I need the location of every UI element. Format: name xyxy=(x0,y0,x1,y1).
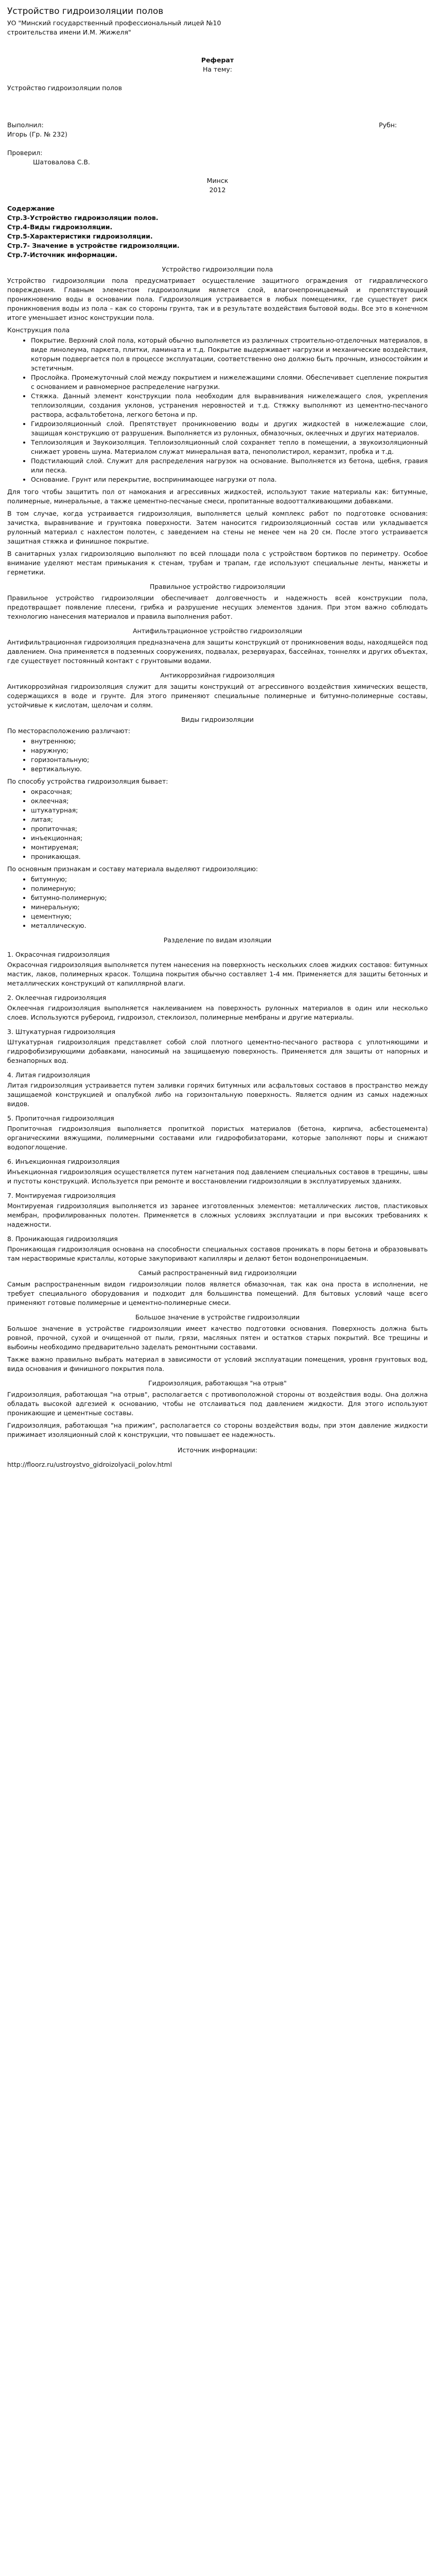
list-item: • окрасочная; xyxy=(31,787,428,796)
list-item: • проникающая. xyxy=(31,852,428,861)
paragraph: Гидроизоляция, работающая "на прижим", располагается со стороны воздействия воды, при этом давление жидкости прижимает изоляционный слой к конструкции, что повышает ее надежность. xyxy=(7,1421,428,1438)
paragraph: Штукатурная гидроизоляция представляет собой слой плотного цементно-песчаного раствора с уплотняющими и гидрофобизирующими добавками, наносимый на защищаемую поверхность. Применяется для защиты от напорных и безнапорных вод. xyxy=(7,1038,428,1064)
city: Минск xyxy=(206,177,229,184)
list-item: • инъекционная; xyxy=(31,834,428,843)
list-item: • Подстилающий слой. Служит для распределения нагрузок на основание. Выполняется из бетона, щебня, гравия или песка. xyxy=(31,456,428,475)
list-item: • наружную; xyxy=(31,746,428,755)
method-list xyxy=(7,787,428,861)
paragraph: Антикоррозийная гидроизоляция служит для защиты конструкций от агрессивного воздействия химических веществ, содержащихся в воде и грунте. Для этого применяют специальные полимерные и битумно-полимерные составы, устойчивые к кислотам, щелочам и солям. xyxy=(7,683,428,709)
list-label: По основным признакам и составу материала выделяют гидроизоляцию: xyxy=(7,865,258,873)
paragraph: Антифильтрационная гидроизоляция предназначена для защиты конструкций от проникновения воды, находящейся под давлением. Она применяется в подземных сооружениях, подвалах, резервуарах, бассейнах, тоннелях и других объектах, где существует постоянный контакт с грунтовыми водами. xyxy=(7,638,428,665)
list-item: • монтируемая; xyxy=(31,843,428,852)
list-item: • Покрытие. Верхний слой пола, который обычно выполняется из различных строительно-отделочных материалов, в виде линолеума, паркета, плитки, ламината и т.д. Покрытие выдерживает нагрузки и механические воздействия, которым подвергается пол в процессе эксплуатации, соответственно оно должно быть прочным, износостойким и эстетичным. xyxy=(31,336,428,373)
source-title: Источник информации: xyxy=(178,1446,257,1454)
list-item: • Стяжка. Данный элемент конструкции пола необходим для выравнивания нижележащего слоя, укрепления теплоизоляции, создания уклонов, устранения неровностей и т.д. Стяжку выполняют из цементно-песчаного раствора, асфальтобетона, легкого бетона и пр. xyxy=(31,392,428,419)
numbered-heading: 5. Пропиточная гидроизоляция xyxy=(7,1114,114,1122)
performed-label: Выполнил: xyxy=(7,121,44,129)
checked-label: Проверил: xyxy=(7,149,43,157)
list-item: • оклеечная; xyxy=(31,796,428,806)
contents-item: Стр.5-Характеристики гидроизоляции. xyxy=(7,232,153,240)
paragraph: Также важно правильно выбрать материал в зависимости от условий эксплуатации помещения, уровня грунтовых вод, вида основания и финишного покрытия пола. xyxy=(7,1355,428,1372)
paragraph: В том случае, когда устраивается гидроизоляция, выполняется целый комплекс работ по подготовке основания: зачистка, выравнивание и грунтовка поверхности. Затем наносится гидроизоляционный состав или укладывается рулонный материал с нахлестом полотен, с заведением на стены не менее чем на 20 см. После этого устраивается защитная стяжка и финишное покрытие. xyxy=(7,510,428,545)
topic-label: На тему: xyxy=(202,65,233,73)
material-list xyxy=(7,875,428,930)
section-title: Правильное устройство гидроизоляции xyxy=(149,583,286,590)
section-title: Гидроизоляция, работающая "на отрыв" xyxy=(148,1379,287,1387)
list-item: • внутреннюю; xyxy=(31,737,428,746)
list-item: • пропиточная; xyxy=(31,824,428,834)
list-label: По способу устройства гидроизоляция бывает: xyxy=(7,777,168,785)
paragraph: Пропиточная гидроизоляция выполняется пропиткой пористых материалов (бетона, кирпича, асбестоцемента) органическими вяжущими, полимерными составами или гидрофобизаторами, которые заполняют поры и снижают водопоглощение. xyxy=(7,1125,428,1151)
referat-heading: Реферат xyxy=(201,56,234,64)
source-link[interactable]: http://floorz.ru/ustroystvo_gidroizolyacii_polov.html xyxy=(7,1461,172,1468)
list-item: • горизонтальную; xyxy=(31,755,428,765)
paragraph: Гидроизоляция, работающая "на отрыв", располагается с противоположной стороны от воздействия воды. Она должна обладать высокой адгезией к основанию, чтобы не отслаиваться под давлением жидкости. Для этого используют проникающие и цементные составы. xyxy=(7,1391,428,1417)
contents-item: Стр.7- Значение в устройстве гидроизоляции. xyxy=(7,242,180,249)
page-title: Устройство гидроизоляции полов xyxy=(7,6,164,16)
list-label: Конструкция пола xyxy=(7,326,70,334)
structure-list xyxy=(7,336,428,484)
paragraph: Монтируемая гидроизоляция выполняется из заранее изготовленных элементов: металлических листов, пластиковых мембран, профилированных полотен. Применяется в сложных условиях эксплуатации и при высоких требованиях к надежности. xyxy=(7,1202,428,1228)
topic-text: Устройство гидроизоляции полов xyxy=(7,84,123,92)
paragraph: Самым распространенным видом гидроизоляции полов является обмазочная, так как она проста в исполнении, не требует специального оборудования и подходит для большинства помещений. Для бытовых условий чаще всего применяют готовые полимерные и цементно-полимерные смеси. xyxy=(7,1280,428,1307)
list-item: • Прослойка. Промежуточный слой между покрытием и нижележащими слоями. Обеспечивает сцепление покрытия с основанием и равномерное распределение нагрузки. xyxy=(31,373,428,392)
numbered-heading: 6. Инъекционная гидроизоляция xyxy=(7,1158,120,1165)
list-label: По месторасположению различают: xyxy=(7,727,131,735)
list-item: • минеральную; xyxy=(31,903,428,912)
organization-line-2: строительства имени И.М. Жижеля" xyxy=(7,28,131,36)
section-title: Антикоррозийная гидроизоляция xyxy=(160,671,275,679)
list-item: • Основание. Грунт или перекрытие, воспринимающее нагрузки от пола. xyxy=(31,475,428,484)
list-item: • вертикальную. xyxy=(31,765,428,774)
list-item: • битумно-полимерную; xyxy=(31,893,428,903)
list-item: • Теплоизоляция и Звукоизоляция. Теплоизоляционный слой сохраняет тепло в помещении, а звукоизоляционный снижает уровень шума. Материалом служат минеральная вата, пенополистирол, керамзит, пробка и т.д. xyxy=(31,438,428,456)
list-item: • литая; xyxy=(31,815,428,824)
paragraph: Правильное устройство гидроизоляции обеспечивает долговечность и надежность всей конструкции пола, предотвращает появление плесени, грибка и разрушение несущих элементов здания. При этом важно соблюдать технологию нанесения материалов и правила выполнения работ. xyxy=(7,594,428,620)
year: 2012 xyxy=(209,186,226,194)
table-of-contents xyxy=(7,204,428,260)
checked-value: Шатовалова С.В. xyxy=(33,158,90,166)
numbered-heading: 3. Штукатурная гидроизоляция xyxy=(7,1028,116,1036)
numbered-heading: 8. Проникающая гидроизоляция xyxy=(7,1235,118,1243)
section-title: Большое значение в устройстве гидроизоляции xyxy=(135,1313,300,1321)
paragraph: В санитарных узлах гидроизоляцию выполняют по всей площади пола с устройством бортиков по периметру. Особое внимание уделяют местам примыкания к стенам, трубам и трапам, где используют специальные ленты, манжеты и герметики. xyxy=(7,550,428,576)
contents-heading: Содержание xyxy=(7,205,55,212)
list-item: • Гидроизоляционный слой. Препятствует проникновению воды и других жидкостей в нижележащие слои, защищая конструкцию от разрушения. Выполняется из рулонных, обмазочных, оклеечных и других материалов. xyxy=(31,419,428,438)
list-item: • битумную; xyxy=(31,875,428,884)
section-title: Разделение по видам изоляции xyxy=(163,936,272,944)
section-title: Виды гидроизоляции xyxy=(181,716,254,723)
performed-row xyxy=(7,121,428,130)
contents-item: Стр.3-Устройство гидроизоляции полов. xyxy=(7,214,159,222)
grade-label: Рубн: xyxy=(378,121,397,129)
paragraph: Большое значение в устройстве гидроизоляции имеет качество подготовки основания. Поверхность должна быть ровной, прочной, сухой и очищенной от пыли, грязи, масляных пятен и остатков старых покрытий. Все трещины и выбоины необходимо предварительно заделать ремонтными составами. xyxy=(7,1325,428,1351)
section-title: Устройство гидроизоляции пола xyxy=(162,265,273,273)
contents-item: Стр.7-Источник информации. xyxy=(7,251,118,259)
numbered-heading: 2. Оклеечная гидроизоляция xyxy=(7,994,107,1002)
section-title: Самый распространенный вид гидроизоляции xyxy=(138,1269,297,1277)
list-item: • полимерную; xyxy=(31,884,428,893)
list-item: • металлическую. xyxy=(31,921,428,930)
paragraph: Оклеечная гидроизоляция выполняется наклеиванием на поверхность рулонных материалов в один или несколько слоев. Используются рубероид, гидроизол, стеклоизол, полимерные мембраны и другие материалы. xyxy=(7,1004,428,1021)
paragraph: Устройство гидроизоляции пола предусматривает осуществление защитного ограждения от гидравлического повреждения. Главным элементом гидроизоляции является слой, влагонепроницаемый и препятствующий проникновению воды в основании пола. Гидроизоляция устраивается в любых помещениях, где существует риск проникновения воды из пола – как со стороны грунта, так и в результате воздействия бытовой воды. Все это в конечном итоге уменьшает износ конструкции пола. xyxy=(7,277,428,321)
performed-value: Игорь (Гр. № 232) xyxy=(7,130,67,138)
numbered-heading: 1. Окрасочная гидроизоляция xyxy=(7,951,110,958)
paragraph: Инъекционная гидроизоляция осуществляется путем нагнетания под давлением специальных составов в трещины, швы и пустоты конструкций. Используется при ремонте и восстановлении гидроизоляции в эксплуатируемых зданиях. xyxy=(7,1168,428,1185)
list-item: • цементную; xyxy=(31,912,428,921)
location-list xyxy=(7,737,428,774)
section-title: Антифильтрационное устройство гидроизоляции xyxy=(132,627,303,635)
list-item: • штукатурная; xyxy=(31,806,428,815)
paragraph: Проникающая гидроизоляция основана на способности специальных составов проникать в поры бетона и образовывать там нерастворимые кристаллы, которые закупоривают капилляры и делают бетон водонепроницаемым. xyxy=(7,1245,428,1262)
numbered-heading: 7. Монтируемая гидроизоляция xyxy=(7,1192,116,1199)
paragraph: Окрасочная гидроизоляция выполняется путем нанесения на поверхность нескольких слоев жидких составов: битумных мастик, лаков, полимерных красок. Толщина покрытия обычно составляет 1-4 мм. Применяется для защиты бетонных и металлических конструкций от капиллярной влаги. xyxy=(7,961,428,987)
paragraph: Для того чтобы защитить пол от намокания и агрессивных жидкостей, используют такие материалы как: битумные, полимерные, минеральные, а также цементно-песчаные смеси, пропитанные водоотталкивающими добавками. xyxy=(7,488,428,505)
paragraph: Литая гидроизоляция устраивается путем заливки горячих битумных или асфальтовых составов в пространство между защищаемой конструкцией и опалубкой либо на горизонтальную поверхность. Является одним из самых надежных видов. xyxy=(7,1081,428,1108)
organization-line-1: УО "Минский государственный профессиональный лицей №10 xyxy=(7,19,221,27)
contents-item: Стр.4-Виды гидроизоляции. xyxy=(7,223,113,231)
numbered-heading: 4. Литая гидроизоляция xyxy=(7,1071,90,1079)
